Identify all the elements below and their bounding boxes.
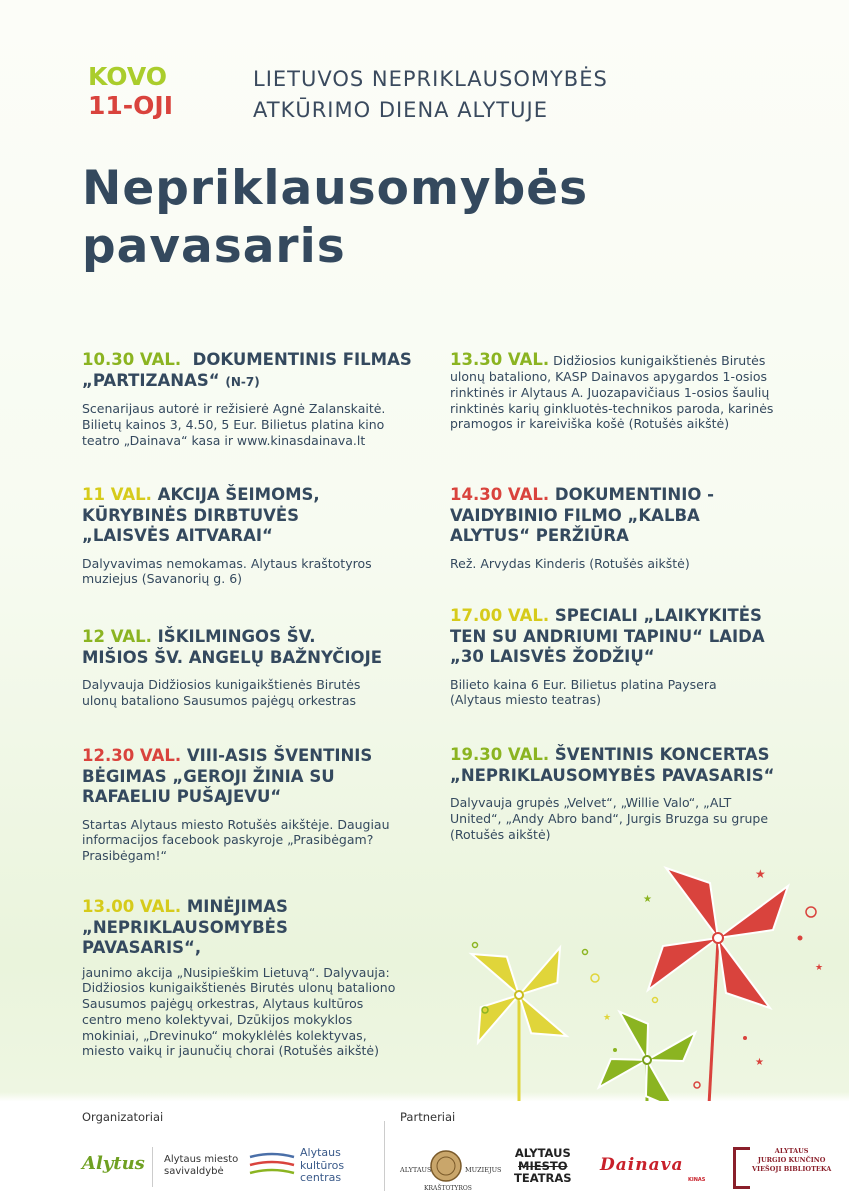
event-heading [82, 897, 332, 959]
event-heading [450, 485, 770, 547]
event-title: MINĖJIMAS „NEPRIKLAUSOMYBĖS PAVASARIS“, [82, 897, 288, 957]
event-time: 13.30 VAL. [450, 350, 550, 369]
event-heading [82, 746, 402, 808]
event-description: Dalyvavimas nemokamas. Alytaus kraštotyros muziejus (Savanorių g. 6) [82, 555, 372, 587]
biblioteka-icon [733, 1147, 750, 1189]
event-heading [82, 485, 392, 547]
event-heading [82, 350, 412, 392]
green-pinwheel [597, 1010, 696, 1105]
event-time: 13.00 VAL. [82, 897, 182, 916]
event-1930 [450, 745, 780, 842]
event-title: VIII-ASIS ŠVENTINIS BĖGIMAS „GEROJI ŽINIA SU RAFAELIU PUŠAJEVU“ [82, 746, 373, 806]
event-title: IŠKILMINGOS ŠV. MIŠIOS ŠV. ANGELŲ BAŽNYČIOJE [82, 627, 382, 667]
svg-text:★: ★ [815, 963, 824, 973]
alytus-logo-divider [152, 1147, 153, 1187]
kulturos-centras-line1: Alytaus [300, 1146, 341, 1159]
muziejus-bottom-text: KRAŠTOTYROS [424, 1185, 472, 1192]
svg-text:★: ★ [603, 1013, 612, 1023]
event-1300 [82, 897, 402, 1059]
event-time: 17.00 VAL. [450, 606, 550, 625]
footer-divider [384, 1121, 385, 1191]
date-logo [88, 62, 173, 120]
svg-text:★: ★ [755, 1057, 764, 1068]
red-pinwheel [648, 868, 788, 1008]
svg-text:★: ★ [755, 867, 766, 881]
event-1230 [82, 746, 402, 864]
event-title: SPECIALI „LAIKYKITĖS TEN SU ANDRIUMI TAPINU“ LAIDA „30 LAISVĖS ŽODŽIŲ“ [450, 606, 765, 666]
biblioteka-line1: ALYTAUS [774, 1147, 809, 1155]
kulturos-centras-text [300, 1147, 344, 1185]
page-title-line2: pavasaris [82, 219, 346, 274]
event-11 [82, 485, 392, 587]
event-description [450, 350, 785, 432]
footer [0, 1101, 849, 1200]
partners-label: Partneriai [400, 1110, 456, 1124]
alytus-savivaldybe-line1: Alytaus miesto [164, 1154, 239, 1165]
dainava-sub: KINAS [688, 1177, 706, 1183]
pinwheels-illustration [455, 860, 835, 1105]
event-time: 19.30 VAL. [450, 745, 550, 764]
kulturos-centras-line3: centras [300, 1171, 342, 1184]
event-title: ŠVENTINIS KONCERTAS „NEPRIKLAUSOMYBĖS PAVASARIS“ [450, 745, 775, 785]
event-12 [82, 627, 382, 709]
teatras-line3: TEATRAS [514, 1171, 572, 1185]
alytus-logo: Alytus [82, 1153, 145, 1174]
organizers-label: Organizatoriai [82, 1110, 164, 1124]
alytus-savivaldybe-text [164, 1154, 238, 1178]
page-title-line1: Nepriklausomybės [82, 161, 589, 216]
dainava-logo: Dainava [600, 1155, 684, 1175]
event-time: 14.30 VAL. [450, 485, 550, 504]
kulturos-centras-line2: kultūros [300, 1158, 345, 1172]
alytus-savivaldybe-line2: savivaldybė [164, 1166, 224, 1177]
teatras-line2: MIESTO [518, 1158, 568, 1173]
event-1700 [450, 606, 770, 708]
event-heading [82, 627, 382, 668]
event-1030 [82, 350, 412, 448]
event-1330 [450, 350, 785, 432]
event-description: Bilieto kaina 6 Eur. Bilietus platina Paysera (Alytaus miesto teatras) [450, 676, 717, 708]
event-title: AKCIJA ŠEIMOMS, KŪRYBINĖS DIRBTUVĖS „LAISVĖS AITVARAI“ [82, 485, 320, 545]
event-description: Startas Alytaus miesto Rotušės aikštėje. Daugiau informacijos facebook paskyroje „Prasibėgam? Prasibėgam!“ [82, 816, 390, 864]
event-time: 11 VAL. [82, 485, 152, 504]
red-pinwheel-stick [709, 940, 718, 1105]
biblioteka-line2: JURGIO KUNČINO [757, 1156, 826, 1164]
event-rating: (N-7) [225, 374, 260, 389]
biblioteka-line3: VIEŠOJI BIBLIOTEKA [752, 1165, 832, 1173]
date-logo-month: KOVO [88, 62, 167, 91]
event-time: 12 VAL. [82, 627, 152, 646]
teatras-line1: ALYTAUS [514, 1146, 571, 1160]
kulturos-centras-icon [248, 1149, 296, 1181]
event-description: jaunimo akcija „Nusipieškim Lietuvą“. Dalyvauja: Didžiosios kunigaikštienės Birutės ulonų bataliono Sausumos pajėgų orkestras, Alytaus kultūros centro meno kolektyvai, Dzūkijos mokyklos mokiniai, „Drevinuko“ mokyklėlės kolektyvas, miesto vaikų ir jaunučių chorai (Rotušės aikštė) [82, 964, 396, 1059]
event-time: 10.30 VAL. [82, 350, 182, 369]
teatras-logo [514, 1147, 572, 1185]
svg-text:★: ★ [643, 894, 652, 905]
date-logo-day: 11-OJI [88, 91, 174, 120]
event-title: DOKUMENTINIS FILMAS „PARTIZANAS“ [82, 350, 412, 390]
page-title [82, 160, 588, 276]
event-description: Dalyvauja grupės „Velvet“, „Willie Valo“, „ALT United“, „Andy Abro band“, Jurgis Bruzga su grupe (Rotušės aikštė) [450, 795, 769, 842]
muziejus-right-text: MUZIEJUS [465, 1166, 502, 1174]
event-title: DOKUMENTINIO - VAIDYBINIO FILMO „KALBA ALYTUS“ PERŽIŪRA [450, 485, 714, 545]
event-time: 12.30 VAL. [82, 746, 182, 765]
muziejus-seal-icon [429, 1149, 463, 1183]
muziejus-left-text: ALYTAUS [400, 1166, 432, 1174]
event-description: Scenarijaus autorė ir režisierė Agnė Zalanskaitė. Bilietų kainos 3, 4.50, 5 Eur. Bilietus platina kino teatro „Dainava“ kasa ir www.kinasdainava.lt [82, 401, 386, 448]
event-1430 [450, 485, 770, 571]
event-description-text: Didžiosios kunigaikštienės Birutės ulonų bataliono, KASP Dainavos apygardos 1-osios rinktinės ir Alytaus A. Juozapavičiaus 1-osios šaulių rinktinės karių ginkluotės-technikos paroda, karinės pramogos ir kareiviška košė (Rotušės aikštė) [450, 353, 774, 432]
header-title-line1: LIETUVOS NEPRIKLAUSOMYBĖS [253, 67, 608, 91]
event-description: Rež. Arvydas Kinderis (Rotušės aikštė) [450, 555, 690, 571]
biblioteka-logo [752, 1147, 831, 1174]
header-title [253, 64, 608, 126]
event-heading [450, 745, 780, 786]
event-heading [450, 606, 770, 668]
header-title-line2: ATKŪRIMO DIENA ALYTUJE [253, 98, 548, 122]
event-description: Dalyvauja Didžiosios kunigaikštienės Birutės ulonų bataliono Sausumos pajėgų orkestras [82, 677, 361, 708]
